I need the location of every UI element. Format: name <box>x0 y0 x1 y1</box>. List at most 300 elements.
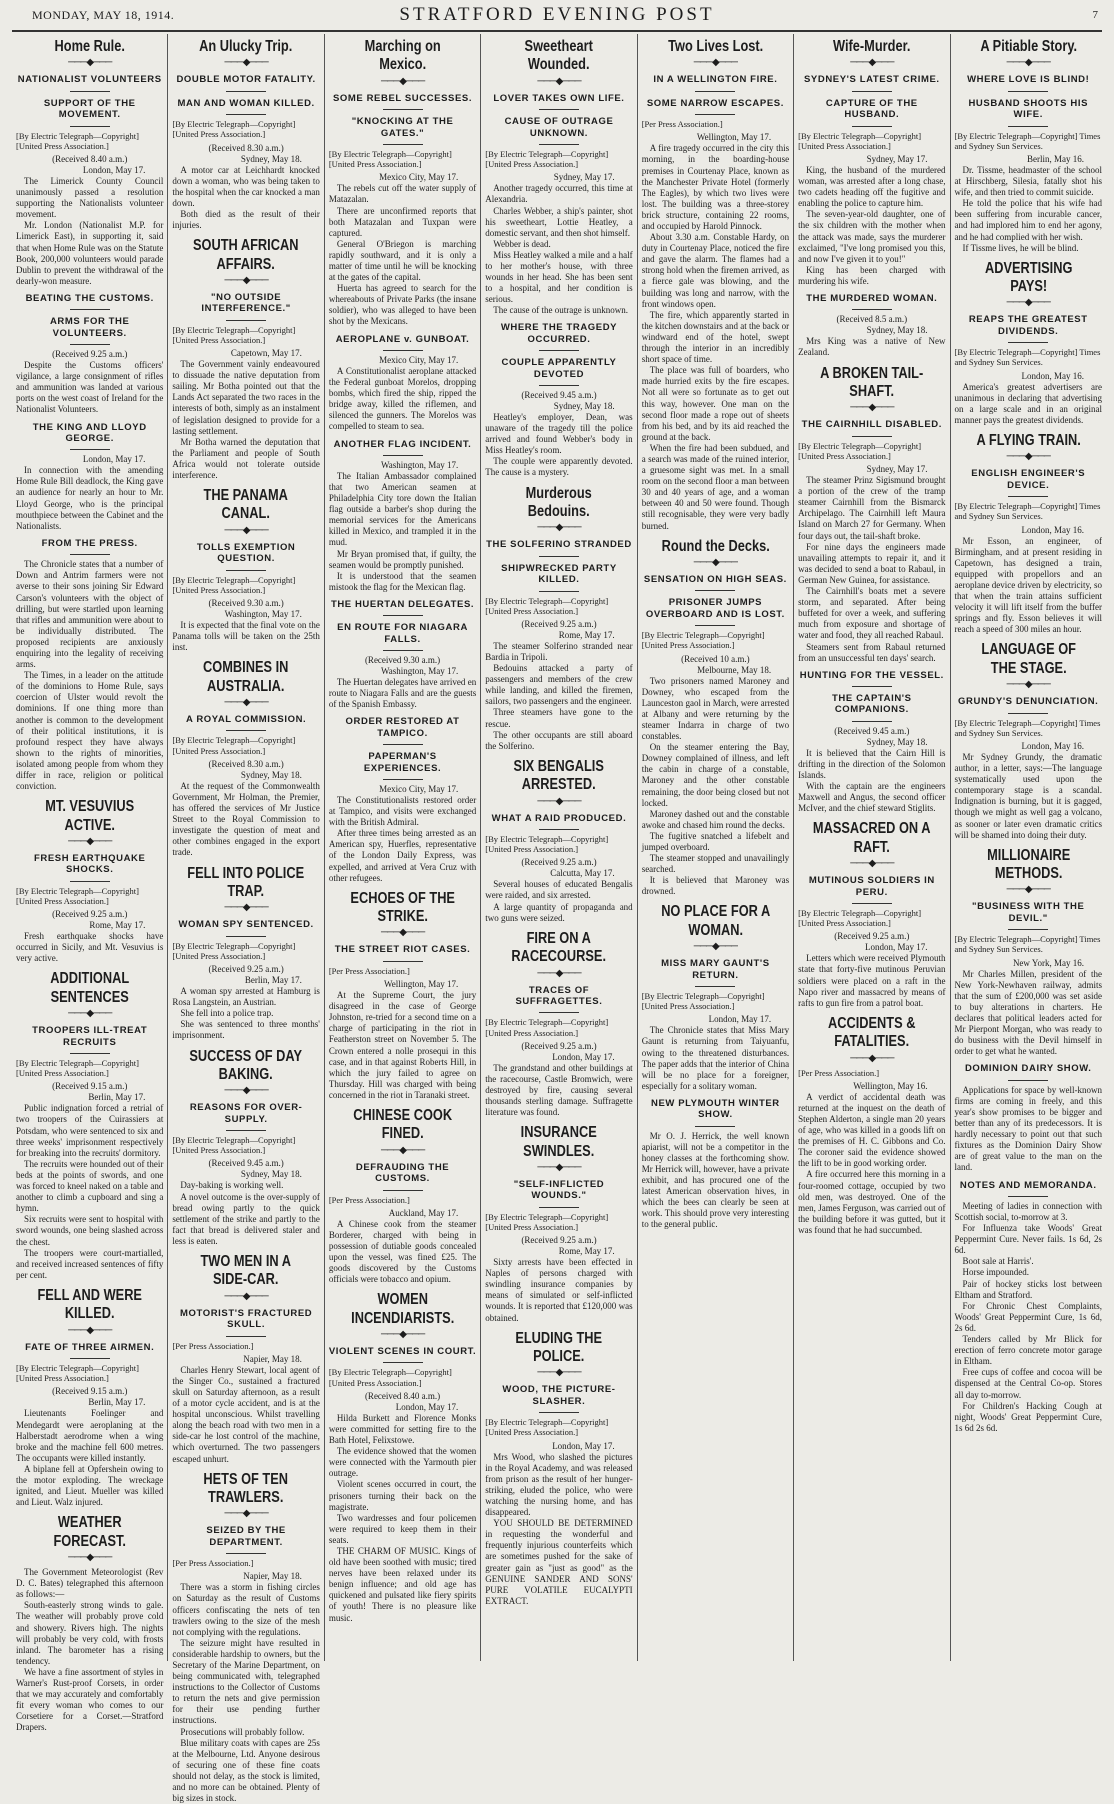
article-title: ACCIDENTS & FATALITIES. <box>828 1014 916 1051</box>
wire-credit: [By Electric Telegraph—Copyright] Times and Sydney Sun Services. <box>954 717 1101 738</box>
article-paragraph: Hilda Burkett and Florence Monks were committed for setting fire to the Bath Hotel, Felixstowe. <box>328 1412 477 1446</box>
ornamental-rule: ───◆─── <box>537 1367 581 1379</box>
section-heading: MAN AND WOMAN KILLED. <box>177 97 315 109</box>
wire-credit: [By Electric Telegraph—Copyright] [United Press Association.] <box>16 130 139 151</box>
article-paragraph: General O'Briegon is marching rapidly southward, and it is only a matter of time until he will be knocking at the gates of the capital. <box>328 238 477 283</box>
article-paragraph: Mr Sydney Grundy, the dramatic author, in a letter, says:—The language systematically used upon the contemporary stage is a scandal. Indignation is burning, but it is gagged, though we might as well gag a volcano, as sooner or later even dramatic critics will be shamed into doing their duty. <box>954 751 1102 840</box>
page-header <box>12 0 1102 32</box>
divider <box>226 1130 266 1131</box>
section-heading: SHIPWRECKED PARTY KILLED. <box>501 562 617 586</box>
news-column <box>794 34 950 1661</box>
section-heading: TOLLS EXEMPTION QUESTION. <box>196 541 296 565</box>
news-column <box>481 34 637 1661</box>
divider <box>539 591 579 592</box>
article <box>955 432 1102 635</box>
article <box>642 38 789 532</box>
article-paragraph: The Limerick County Council unanimously passed a resolution supporting the Nationalists volunteer movement. <box>16 175 164 220</box>
section-heading: SOME REBEL SUCCESSES. <box>332 92 473 104</box>
article <box>329 1291 476 1623</box>
divider <box>852 903 892 904</box>
divider <box>1008 126 1048 127</box>
dateline: Washington, May 17. <box>380 459 459 470</box>
article <box>485 758 632 924</box>
dateline: Calcutta, May 17. <box>550 868 615 879</box>
ornamental-rule: ───◆─── <box>224 1085 268 1097</box>
wire-credit: [By Electric Telegraph—Copyright] [United Press Association.] <box>172 324 296 345</box>
divider <box>383 1362 423 1363</box>
ornamental-rule: ───◆─── <box>68 1324 112 1336</box>
dateline: London, May 17. <box>82 164 146 175</box>
section-heading: WOOD, THE PICTURE-SLASHER. <box>502 1384 616 1407</box>
ornamental-rule: ───◆─── <box>1006 679 1050 691</box>
article-paragraph: He told the police that his wife had been suffering from incurable cancer, and had implored him to end her agony, and he had complied with her wish. <box>954 198 1102 242</box>
article-title: WEATHER FORECAST. <box>53 1514 126 1550</box>
dateline: London, May 16. <box>1021 740 1084 751</box>
wire-credit: [Per Press Association.] <box>328 1194 410 1205</box>
article <box>172 1471 319 1804</box>
article-paragraph: After three times being arrested as an American spy, Huerfles, representative of the London Daily Express, was expelled, and arrived at Vera Cruz with other refugees. <box>328 828 477 883</box>
article-paragraph: The other occupants are still aboard the Solferino. <box>485 729 633 751</box>
article-paragraph: Day-baking is working well. <box>180 1180 284 1191</box>
wire-credit: [Per Press Association.] <box>798 1067 880 1078</box>
section-heading: PRISONER JUMPS OVERBOARD AND IS LOST. <box>645 597 785 620</box>
article-paragraph: The seizure might have resulted in considerable hardship to owners, but the Secretary of the Marine Department, on being communicated with, telegraphed instructions to the Collector of Customs to return the nets and give permission for their use pending further instructions. <box>172 1637 320 1726</box>
divider <box>1008 713 1048 714</box>
dateline: Auckland, May 17. <box>388 1207 459 1218</box>
section-heading: FATE OF THREE AIRMEN. <box>25 1341 155 1353</box>
article-title: FIRE ON A RACECOURSE. <box>511 929 607 966</box>
article-paragraph: She was sentenced to three months' imprisonment. <box>172 1019 320 1041</box>
article-paragraph: Charles Henry Stewart, local agent of the Singer Co., sustained a fractured skull on Saturday afternoon, as a result of a motor cycle accident, and is at the hospital unconscious. Whilst travelling along the beach road with two men in a side-car he lost control of the machine, which overturned. The two passengers escaped unhurt. <box>172 1364 320 1464</box>
received-time: (Received 9.25 a.m.) <box>52 349 128 360</box>
ornamental-rule: ───◆─── <box>537 1161 581 1173</box>
wire-credit: [By Electric Telegraph—Copyright] Times and Sydney Sun Services. <box>954 501 1101 522</box>
section-heading: THE KING AND LLOYD GEORGE. <box>32 421 147 444</box>
divider <box>70 881 110 882</box>
section-heading: NEW PLYMOUTH WINTER SHOW. <box>651 1097 780 1121</box>
article-paragraph: The recruits were hounded out of their beds at the points of swords, and one was forced to kneel naked on a table and another to climb a cupboard and sing a hymn. <box>16 1158 164 1214</box>
article-paragraph: Three steamers have gone to the rescue. <box>485 707 633 729</box>
article-title: SIX BENGALIS ARRESTED. <box>513 757 605 794</box>
ornamental-rule: ───◆─── <box>224 902 268 914</box>
article <box>642 903 789 1230</box>
article <box>642 538 789 898</box>
article <box>329 1107 476 1285</box>
wire-credit: [By Electric Telegraph—Copyright] [United Press Association.] <box>485 595 609 616</box>
article-paragraph: The steamer stopped and unavailingly searched. <box>641 853 790 875</box>
article-paragraph: Letters which were received Plymouth state that forty-five mutinous Peruvian soldiers were placed on a raft in the Napo river and massacred by means of rafts to gun fire from a patrol boat. <box>798 953 946 1008</box>
divider <box>226 91 266 92</box>
article <box>172 487 319 653</box>
article <box>485 38 632 479</box>
article-paragraph: The Huertan delegates have arrived en route to Niagara Falls and are the guests of the Spanish Embassy. <box>328 677 477 710</box>
article-title: Marching on Mexico. <box>364 38 441 74</box>
article-paragraph: Steamers sent from Rabaul returned from an unsuccessful ten days' search. <box>798 641 946 663</box>
article <box>172 659 319 858</box>
article-title: A Pitiable Story. <box>979 38 1077 55</box>
article-paragraph: The steamer Solferino stranded near Bardia in Tripoli. <box>485 640 633 662</box>
article-paragraph: King, the husband of the murdered woman, was arrested after a long chase, two cadets heading off the fugitive and enabling the police to capture him. <box>798 164 946 209</box>
received-time: (Received 9.25 a.m.) <box>834 931 910 942</box>
section-heading: REAPS THE GREATEST DIVIDENDS. <box>968 314 1088 337</box>
divider <box>383 144 423 145</box>
article-paragraph: A biplane fell at Opfershein owing to the motor exploding. The wreckage ignited, and Lieut. Mueller was killed and Lieut. Walz injured. <box>16 1463 164 1508</box>
received-time: (Received 10 a.m.) <box>681 653 750 664</box>
section-heading: NOTES AND MEMORANDA. <box>959 1179 1097 1191</box>
article-paragraph: The evidence showed that the women were connected with the Yarmouth pier outrage. <box>328 1446 477 1479</box>
article-paragraph: Violent scenes occurred in court, the prisoners turning their back on the magistrate. <box>328 1479 477 1512</box>
divider <box>70 1053 110 1054</box>
received-time: (Received 9.25 a.m.) <box>521 1040 597 1051</box>
article-title: Sweetheart Wounded. <box>524 38 594 74</box>
divider <box>383 779 423 780</box>
article-paragraph: Pair of hockey sticks lost between Eltham and Stratford. <box>954 1278 1102 1300</box>
wire-credit: [By Electric Telegraph—Copyright] [United Press Association.] <box>485 148 609 170</box>
news-column <box>951 34 1106 1661</box>
wire-credit: [By Electric Telegraph—Copyright] [United Press Association.] <box>485 1417 609 1438</box>
dateline: Napier, May 18. <box>243 1571 302 1582</box>
section-heading: CAUSE OF OUTRAGE UNKNOWN. <box>504 116 614 139</box>
article-paragraph: Public indignation forced a retrial of two troopers of the Cuirassiers at Potsdam, who were sentenced to six and three weeks' imprisonment respectively for breaking into the recruits' dormitory. <box>16 1103 164 1158</box>
ornamental-rule: ───◆─── <box>68 1008 112 1020</box>
section-heading: REASONS FOR OVER-SUPPLY. <box>189 1102 303 1125</box>
divider <box>695 625 735 626</box>
section-heading: THE SOLFERINO STRANDED <box>486 539 632 551</box>
section-heading: MUTINOUS SOLDIERS IN PERU. <box>808 875 935 898</box>
dateline: Mexico City, May 17. <box>379 354 459 365</box>
article-title: A BROKEN TAIL-SHAFT. <box>820 364 924 400</box>
article-paragraph: Fresh earthquake shocks have occurred in Sicily, and Mt. Vesuvius is very active. <box>16 931 164 964</box>
article-title: ADVERTISING PAYS! <box>984 259 1072 296</box>
news-column <box>168 34 324 1804</box>
wire-credit: [By Electric Telegraph—Copyright] [United Press Association.] <box>172 574 296 595</box>
article-paragraph: Six recruits were sent to hospital with sword wounds, one being slashed across the chest. <box>16 1214 164 1247</box>
article-paragraph: Prosecutions will probably follow. <box>180 1726 305 1737</box>
dateline: Mexico City, May 17. <box>379 783 459 794</box>
divider <box>539 350 579 351</box>
section-heading: HUNTING FOR THE VESSEL. <box>799 669 944 681</box>
wire-credit: [By Electric Telegraph—Copyright] [United Press Association.] <box>172 119 296 140</box>
section-heading: SYDNEY'S LATEST CRIME. <box>804 74 940 86</box>
wire-credit: [By Electric Telegraph—Copyright] [United Press Association.] <box>16 885 139 906</box>
dateline: Mexico City, May 17. <box>379 172 459 183</box>
article-title: THE PANAMA CANAL. <box>203 487 289 523</box>
dateline: Sydney, May 17. <box>866 153 928 164</box>
dateline: London, May 17. <box>82 454 146 465</box>
wire-credit: [By Electric Telegraph—Copyright] [United Press Association.] <box>485 834 609 855</box>
article <box>955 641 1102 840</box>
divider <box>383 615 423 616</box>
wire-credit: [By Electric Telegraph—Copyright] [United Press Association.] <box>798 907 922 929</box>
article-paragraph: A Chinese cook from the steamer Borderer, charged with being in possession of dutiable goods concealed upon the vessel, was fined £25. The goods discovered by the Customs officials were tobacco and opium. <box>328 1218 477 1285</box>
dateline: Sydney, May 18. <box>240 153 302 164</box>
dateline: Melbourne, May 18. <box>697 664 772 675</box>
section-heading: ORDER RESTORED AT TAMPICO. <box>345 716 460 739</box>
wire-credit: [By Electric Telegraph—Copyright] [United Press Association.] <box>172 1135 296 1156</box>
divider <box>383 109 423 110</box>
dateline: Capetown, May 17. <box>230 348 302 359</box>
dateline: London, May 16. <box>1021 524 1084 535</box>
article <box>16 38 163 792</box>
section-heading: MISS MARY GAUNT'S RETURN. <box>661 958 770 981</box>
wire-credit: [By Electric Telegraph—Copyright] [United Press Association.] <box>798 130 922 151</box>
section-heading: THE CAIRNHILL DISABLED. <box>801 419 942 431</box>
article-paragraph: We have a fine assortment of styles in Warner's Rust-proof Corsets, in order that we may accurately and comfortably fit every woman who comes to our Corsetiere for a Corset.—Stratford Drapers. <box>16 1666 164 1733</box>
article-title: TWO MEN IN A SIDE-CAR. <box>200 1253 292 1289</box>
article-title: A FLYING TRAIN. <box>976 432 1081 449</box>
divider <box>695 1126 735 1127</box>
article-paragraph: The Italian Ambassador complained that two American seamen at Philadelphia City tore down the Italian flag outside a barber's shop during the memorial services for the Americans killed in Mexico, and trampled it in the mud. <box>328 470 477 548</box>
article-paragraph: About 3.30 a.m. Constable Hardy, on duty in Courtenay Place, noticed the fire and gave the alarm. The flames had a strong hold when the firemen arrived, as a fierce gale was blowing, and the building was long and narrow, with the front windows open. <box>641 232 790 309</box>
article-paragraph: If Tissme lives, he will be blind. <box>962 242 1079 253</box>
article-paragraph: America's greatest advertisers are unanimous in declaring that advertising on a large scale and in an original manner pays the greatest dividends. <box>954 381 1102 425</box>
divider <box>70 344 110 345</box>
divider <box>383 650 423 651</box>
ornamental-rule: ───◆─── <box>224 57 268 69</box>
ornamental-rule: ───◆─── <box>850 57 894 69</box>
wire-credit: [By Electric Telegraph—Copyright] [United Press Association.] <box>16 1363 139 1384</box>
article-paragraph: With the captain are the engineers Maxwell and Angus, the second officer McIver, and the chief steward Stiglits. <box>798 781 946 814</box>
wire-credit: [By Electric Telegraph—Copyright] [United Press Association.] <box>798 440 922 461</box>
article-paragraph: Mr Bryan promised that, if guilty, the seamen would be promptly punished. <box>328 548 477 570</box>
divider <box>226 730 266 731</box>
section-heading: FROM THE PRESS. <box>41 537 138 549</box>
article-paragraph: Despite the Customs officers' vigilance, a large consignment of rifles and ammunition was landed at various ports on the west coast of Ireland for the Nationalist Volunteers. <box>16 360 164 415</box>
divider <box>539 144 579 145</box>
section-heading: LOVER TAKES OWN LIFE. <box>493 92 625 104</box>
article-paragraph: A fire tragedy occurred in the city this morning, in the boarding-house premises in Courtenay Place, known as the Manchester Private Hotel (formerly The Eagles), by which two lives were lost. The building was a three-storey brick structure, containing 22 rooms, and occupied by Harold Pinnock. <box>641 143 790 232</box>
article <box>329 890 476 1101</box>
article <box>16 970 163 1280</box>
divider <box>539 1207 579 1208</box>
article-title: An Ulucky Trip. <box>199 38 293 55</box>
article-paragraph: A novel outcome is the over-supply of bread owing partly to the quick settlement of the strike and partly to the fact that bread is delivered staler and less is eaten. <box>172 1191 320 1246</box>
section-heading: DOMINION DAIRY SHOW. <box>964 1063 1092 1075</box>
article-paragraph: Both died as the result of their injuries. <box>172 208 320 231</box>
section-heading: THE HUERTAN DELEGATES. <box>330 598 475 610</box>
divider <box>226 1336 266 1337</box>
wire-credit: [By Electric Telegraph—Copyright] [United Press Association.] <box>328 1367 452 1388</box>
divider <box>226 320 266 321</box>
article-paragraph: The seven-year-old daughter, one of the six children with the mother when the attack was made, says the murderer exclaimed, "I've long promised you this, and now I've given it to you!" <box>798 209 946 264</box>
dateline: London, May 17. <box>552 1440 615 1451</box>
article-title: INSURANCE SWINDLES. <box>520 1124 598 1160</box>
article <box>16 798 163 964</box>
wire-credit: [By Electric Telegraph—Copyright] [United Press Association.] <box>172 735 296 756</box>
article-paragraph: For nine days the engineers made unavailing attempts to repair it, and it was decided to send a boat to Rabaul, in German New Guinea, for assistance. <box>798 541 946 585</box>
divider <box>383 350 423 351</box>
section-heading: ANOTHER FLAG INCIDENT. <box>333 438 472 450</box>
divider <box>1008 929 1048 930</box>
section-heading: VIOLENT SCENES IN COURT. <box>328 1346 477 1358</box>
dateline: Rome, May 17. <box>89 920 146 931</box>
news-column <box>325 34 481 1661</box>
dateline: New York, May 16. <box>1012 957 1084 968</box>
article-paragraph: The Cairnhill's boats met a severe storm, and separated. After being buffeted for over a week, and suffering much from exposure and shortage of water and food, they all reached Rabaul. <box>798 586 946 641</box>
article-title: Wife-Murder. <box>833 38 911 55</box>
divider <box>1008 496 1048 497</box>
article <box>955 260 1102 426</box>
dateline: Rome, May 17. <box>558 1246 615 1257</box>
article-paragraph: There are unconfirmed reports that both Matazalan and Tuxpan were captured. <box>328 205 477 238</box>
article-paragraph: Mrs Wood, who slashed the pictures in the Royal Academy, and was released from prison as the result of her hunger-striking, eluded the police, who were watching the nursing home, and has disappeared. <box>485 1451 633 1518</box>
dateline: Sydney, May 18. <box>553 401 615 412</box>
article-title: LANGUAGE OF THE STAGE. <box>980 641 1076 677</box>
article-paragraph: A verdict of accidental death was returned at the inquest on the death of Stephen Alderton, a single man 20 years of age, who was killed in a goods lift on the premises of H. C. Gibbons and Co. The coroner said the evidence showed the lift to be in good working order. <box>798 1091 946 1169</box>
divider <box>539 109 579 110</box>
section-heading: "BUSINESS WITH THE DEVIL." <box>972 901 1085 924</box>
section-heading: "KNOCKING AT THE GATES." <box>351 116 454 139</box>
article-paragraph: Webber is dead. <box>493 238 551 249</box>
article-paragraph: For Children's Hacking Cough at night, Woods' Great Peppermint Cure, 1s 6d 2s 6d. <box>954 1400 1102 1433</box>
section-heading: PAPERMAN'S EXPERIENCES. <box>363 751 442 774</box>
received-time: (Received 9.45 a.m.) <box>834 725 910 736</box>
section-heading: ENGLISH ENGINEER'S DEVICE. <box>971 468 1086 491</box>
divider <box>695 91 735 92</box>
article-paragraph: When the fire had been subdued, and a search was made of the ruined interior, a gruesome sight was met. In a small room on the second floor a man between 30 and 40 years of age, and a woman between 40 and 50 were found. Though still recognisable, they were very badly burned. <box>641 442 790 531</box>
divider <box>852 436 892 437</box>
article-paragraph: Tenders called by Mr Blick for erection of ferro concrete motor garage in Eltham. <box>954 1334 1102 1367</box>
wire-credit: [By Electric Telegraph—Copyright] [United Press Association.] <box>641 630 765 651</box>
wire-credit: [By Electric Telegraph—Copyright] Times and Sydney Sun Services. <box>954 347 1101 368</box>
dateline: London, May 16. <box>1021 370 1084 381</box>
dateline: Rome, May 17. <box>558 629 615 640</box>
section-heading: WHERE THE TRAGEDY OCCURRED. <box>500 322 618 345</box>
dateline: Sydney, May 17. <box>866 464 928 475</box>
divider <box>226 570 266 571</box>
article-paragraph: Boot sale at Harris'. <box>962 1256 1034 1267</box>
section-heading: THE MURDERED WOMAN. <box>806 292 938 304</box>
article-paragraph: Mrs King was a native of New Zealand. <box>798 336 946 358</box>
divider <box>1008 1196 1048 1197</box>
dateline: Washington, May 17. <box>224 609 302 620</box>
article <box>172 1253 319 1465</box>
article-paragraph: King has been charged with murdering his wife. <box>798 264 946 286</box>
article-paragraph: Bedouins attacked a party of passengers and members of the crew while landing, and killed the firemen, sailors, two passengers and the engineer. <box>485 663 633 707</box>
article <box>955 38 1102 254</box>
divider <box>539 829 579 830</box>
section-heading: TROOPERS ILL-TREAT RECRUITS <box>32 1025 148 1048</box>
article-title: MILLIONAIRE METHODS. <box>986 846 1070 883</box>
ornamental-rule: ───◆─── <box>1006 884 1050 896</box>
divider <box>226 936 266 937</box>
ornamental-rule: ───◆─── <box>537 967 581 979</box>
dateline: Sydney, May 18. <box>866 325 928 336</box>
divider <box>852 686 892 687</box>
section-heading: "SELF-INFLICTED WOUNDS." <box>513 1178 605 1202</box>
article-paragraph: The fire, which apparently started in the kitchen downstairs and at the back or windward end of the hotel, swept through the interior in an incredibly short space of time. <box>641 309 790 365</box>
wire-credit: [By Electric Telegraph—Copyright] [United Press Association.] <box>16 1058 139 1079</box>
article-paragraph: Meeting of ladies in connection with Scottish social, to-morrow at 3. <box>954 1200 1102 1222</box>
article-paragraph: For Chronic Chest Complaints, Woods' Great Peppermint Cure, 1s 6d, 2s 6d. <box>954 1300 1102 1333</box>
article-paragraph: Maroney dashed out and the constable awoke and chased him round the decks. <box>641 808 790 830</box>
divider <box>70 126 110 127</box>
ornamental-rule: ───◆─── <box>224 1508 268 1520</box>
section-heading: THE STREET RIOT CASES. <box>334 944 471 956</box>
divider <box>383 1190 423 1191</box>
wire-credit: [Per Press Association.] <box>328 965 410 976</box>
article-paragraph: A large quantity of propaganda and two guns were seized. <box>485 901 633 923</box>
dateline: Napier, May 18. <box>243 1353 302 1364</box>
article <box>798 820 945 1008</box>
article-paragraph: For Influenza take Woods' Great Peppermint Cure. Never fails. 1s 6d, 2s 6d. <box>954 1223 1102 1256</box>
article-paragraph: Lieutenants Foelinger and Mendegardt were aeroplaning at the Halberstadt aerodrome when a wing broke and the machine fell 600 metres. The occupants were killed instantly. <box>16 1408 164 1463</box>
divider <box>70 91 110 92</box>
article-paragraph: The place was full of boarders, who made hurried exits by the fire escapes. Not all were so fortunate as to get out this way, however. One man on the second floor made a rope out of sheets from his bed, and by its aid reached the ground at the back. <box>641 365 790 442</box>
article-paragraph: The Government vainly endeavoured to dissuade the native deputation from sailing. Mr Botha pointed out that the Lands Act separated the two races in the interests of both, simply as an instalment of legislation designed to provide for a lasting settlement. <box>172 359 320 436</box>
article-paragraph: South-easterly strong winds to gale. The weather will probably prove cold and showery. Rivers high. The nights will probably be very cold, with frosts inland. The barometer has a rising tendency. <box>16 1600 164 1666</box>
section-heading: SEIZED BY THE DEPARTMENT. <box>206 1525 286 1548</box>
dateline: Berlin, May 17. <box>88 1397 146 1408</box>
article-paragraph: Mr O. J. Herrick, the well known apiarist, will not be a competitor in the honey classes at the forthcoming show. Mr Herrick will, however, have a private exhibit, and has procured one of the latest American observation hives, in which the bees can clearly be seen at work. This should prove very interesting to the general public. <box>641 1130 790 1230</box>
wire-credit: [By Electric Telegraph—Copyright] [United Press Association.] <box>641 991 765 1012</box>
article-paragraph: The rebels cut off the water supply of Matazalan. <box>328 183 477 205</box>
divider <box>539 1012 579 1013</box>
article <box>485 485 632 752</box>
article-paragraph: The grandstand and other buildings at the racecourse, Castle Bromwich, were destroyed by fire, causing several thousands sterling damage. Suffragette literature was found. <box>485 1062 633 1118</box>
article-paragraph: A woman spy arrested at Hamburg is Rosa Langstein, an Austrian. <box>172 986 320 1008</box>
divider <box>1008 342 1048 343</box>
divider <box>695 114 735 115</box>
article-paragraph: A motor car at Leichhardt knocked down a woman, who was being taken to the hospital when the car knocked a man down. <box>172 164 320 208</box>
ornamental-rule: ───◆─── <box>693 57 737 69</box>
ornamental-rule: ───◆─── <box>850 402 894 414</box>
received-time: (Received 9.25 a.m.) <box>208 964 284 975</box>
section-heading: FRESH EARTHQUAKE SHOCKS. <box>33 853 146 876</box>
section-heading: SENSATION ON HIGH SEAS. <box>643 574 787 586</box>
article-paragraph: It is expected that the final vote on the Panama tolls will be taken on the 25th inst. <box>172 620 320 653</box>
divider <box>383 455 423 456</box>
received-time: (Received 8.5 a.m.) <box>836 314 908 325</box>
dateline: Wellington, May 17. <box>383 979 459 990</box>
ornamental-rule: ───◆─── <box>380 1329 425 1341</box>
dateline: Berlin, May 16. <box>1026 153 1084 164</box>
wire-credit: [By Electric Telegraph—Copyright] Times and Sydney Sun Services. <box>954 934 1101 955</box>
news-column <box>638 34 794 1661</box>
received-time: (Received 8.30 a.m.) <box>208 758 284 769</box>
page-number: 7 <box>1092 9 1098 21</box>
article-title: FELL AND WERE KILLED. <box>37 1286 142 1323</box>
article-paragraph: At the request of the Commonwealth Government, Mr Holman, the Premier, has offered the services of Mr Justice Street to the Royal Commission to investigate the question of meat and other combines engaged in the export trade. <box>172 780 320 858</box>
dateline: Wellington, May 17. <box>696 132 772 143</box>
article-title: Two Lives Lost. <box>667 38 763 55</box>
article-paragraph: At the Supreme Court, the jury disagreed in the case of George Johnston, re-tried for a second time on a charge of participating in the riot in Featherston street on November 5. The Crown entered a nolle prosequi in this case, and in that against Roberts Hill, in which the jury failed to agree on Thursday. Hill was charged with being concerned in the riot in Taranaki street. <box>328 990 477 1100</box>
divider <box>1008 91 1048 92</box>
ornamental-rule: ───◆─── <box>1006 451 1050 463</box>
article-paragraph: The steamer Prinz Sigismund brought a portion of the crew of the tramp steamer Cairnhill from the Bismarck Archipelago. The Cairnhill left Maura Island on March 27 for Germany. When four days out, the tail-shaft broke. <box>798 475 946 541</box>
dateline: Sydney, May 18. <box>240 1169 302 1180</box>
divider <box>539 1412 579 1413</box>
article-title: ADDITIONAL SENTENCES <box>50 970 130 1006</box>
wire-credit: [By Electric Telegraph—Copyright] Times and Sydney Sun Services. <box>954 130 1101 151</box>
article-paragraph: The troopers were court-martialled, and received increased sentences of fifty per cent. <box>16 1247 164 1280</box>
article-paragraph: The couple were apparently devoted. The cause is a mystery. <box>485 456 633 478</box>
dateline: Wellington, May 16. <box>853 1080 928 1091</box>
article <box>798 365 945 815</box>
article-title: Home Rule. <box>54 38 125 55</box>
divider <box>852 126 892 127</box>
wire-credit: [Per Press Association.] <box>641 119 723 130</box>
wire-credit: [By Electric Telegraph—Copyright] [United Press Association.] <box>328 148 452 170</box>
received-time: (Received 9.15 a.m.) <box>52 1386 128 1397</box>
dateline: Berlin, May 17. <box>88 1092 146 1103</box>
dateline: London, May 17. <box>708 1014 772 1025</box>
section-heading: A ROYAL COMMISSION. <box>185 714 307 726</box>
article <box>955 847 1102 1434</box>
ornamental-rule: ───◆─── <box>1006 297 1050 309</box>
article-paragraph: A Constitutionalist aeroplane attacked the Federal gunboat Morelos, dropping bombs, which fired the ship, ripped the bridge away, killed the riflemen, and silenced the gunners. The Morelos was compelled to steam to sea. <box>328 365 477 432</box>
received-time: (Received 9.45 a.m.) <box>208 1158 284 1169</box>
